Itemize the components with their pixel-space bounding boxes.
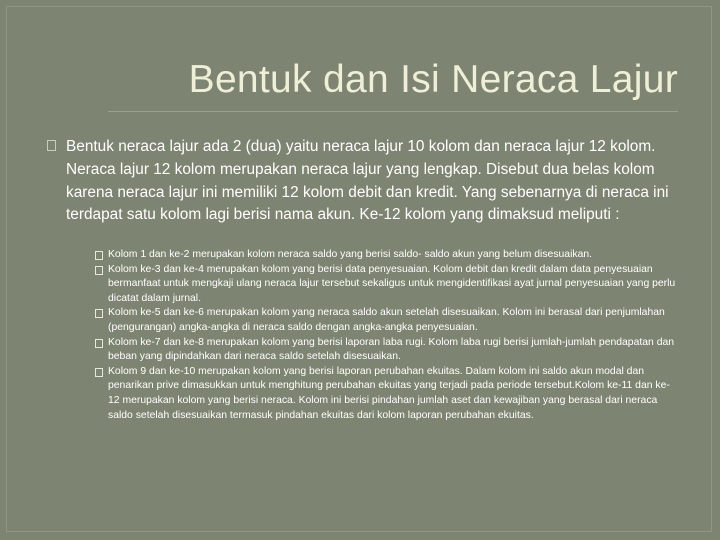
sub-bullet-text: Kolom 9 dan ke-10 merupakan kolom yang berisi laporan perubahan ekuitas. Dalam kolom ini saldo akun modal dan penarikan prive dimasukkan untuk menghitung perubahan ekuitas yang terjadi pada periode tersebut.Kolom ke-11 dan ke-12 merupakan kolom yang berisi neraca. Kolom ini berisi pindahan jumlah aset dan kewajiban yang berasal dari neraca saldo setelah disesuaikan termasuk pindahan ekuitas dari kolom laporan perubahan ekuitas. xyxy=(108,365,670,421)
sub-bullet-item xyxy=(94,336,678,365)
bullet-box-icon xyxy=(95,266,103,275)
main-bullet-text: Bentuk neraca lajur ada 2 (dua) yaitu neraca lajur 10 kolom dan neraca lajur 12 kolom. Neraca lajur 12 kolom merupakan neraca lajur yang lengkap. Disebut dua belas kolom karena neraca lajur ini memiliki 12 kolom debit dan kredit. Yang sebenarnya di neraca ini terdapat satu kolom lagi berisi nama akun. Ke-12 kolom yang dimaksud meliputi : xyxy=(66,138,669,224)
sub-bullet-text: Kolom ke-3 dan ke-4 merupakan kolom yang berisi data penyesuaian. Kolom debit dan kredit dalam data penyesuaian bermanfaat untuk mengkaji ulang neraca lajur tersebut sekaligus untuk mengidentifikasi ayat jurnal penyesuaian yang perlu dicatat dalam jurnal. xyxy=(108,263,676,304)
bullet-box-icon xyxy=(47,140,56,151)
title-divider xyxy=(108,111,678,112)
sub-bullet-item xyxy=(94,248,678,263)
sub-bullet-item xyxy=(94,263,678,307)
sub-bullet-list xyxy=(94,248,678,423)
sub-bullet-text: Kolom ke-5 dan ke-6 merupakan kolom yang neraca saldo akun setelah disesuaikan. Kolom ini berasal dari penjumlahan (pengurangan) angka-angka di neraca saldo dengan angka-angka penyesuaian. xyxy=(108,307,665,333)
sub-bullet-item xyxy=(94,365,678,423)
sub-bullet-text: Kolom ke-7 dan ke-8 merupakan kolom yang berisi laporan laba rugi. Kolom laba rugi berisi jumlah-jumlah pendapatan dan beban yang dipindahkan dari neraca saldo setelah disesuaikan. xyxy=(108,336,675,363)
bullet-box-icon xyxy=(95,309,103,318)
bullet-box-icon xyxy=(95,339,103,348)
sub-bullet-text: Kolom 1 dan ke-2 merupakan kolom neraca saldo yang berisi saldo- saldo akun yang belum disesuaikan. xyxy=(108,249,593,260)
slide-title: Bentuk dan Isi Neraca Lajur xyxy=(188,58,678,101)
bullet-box-icon xyxy=(95,251,103,260)
sub-bullet-item xyxy=(94,306,678,335)
bullet-box-icon xyxy=(95,368,103,377)
